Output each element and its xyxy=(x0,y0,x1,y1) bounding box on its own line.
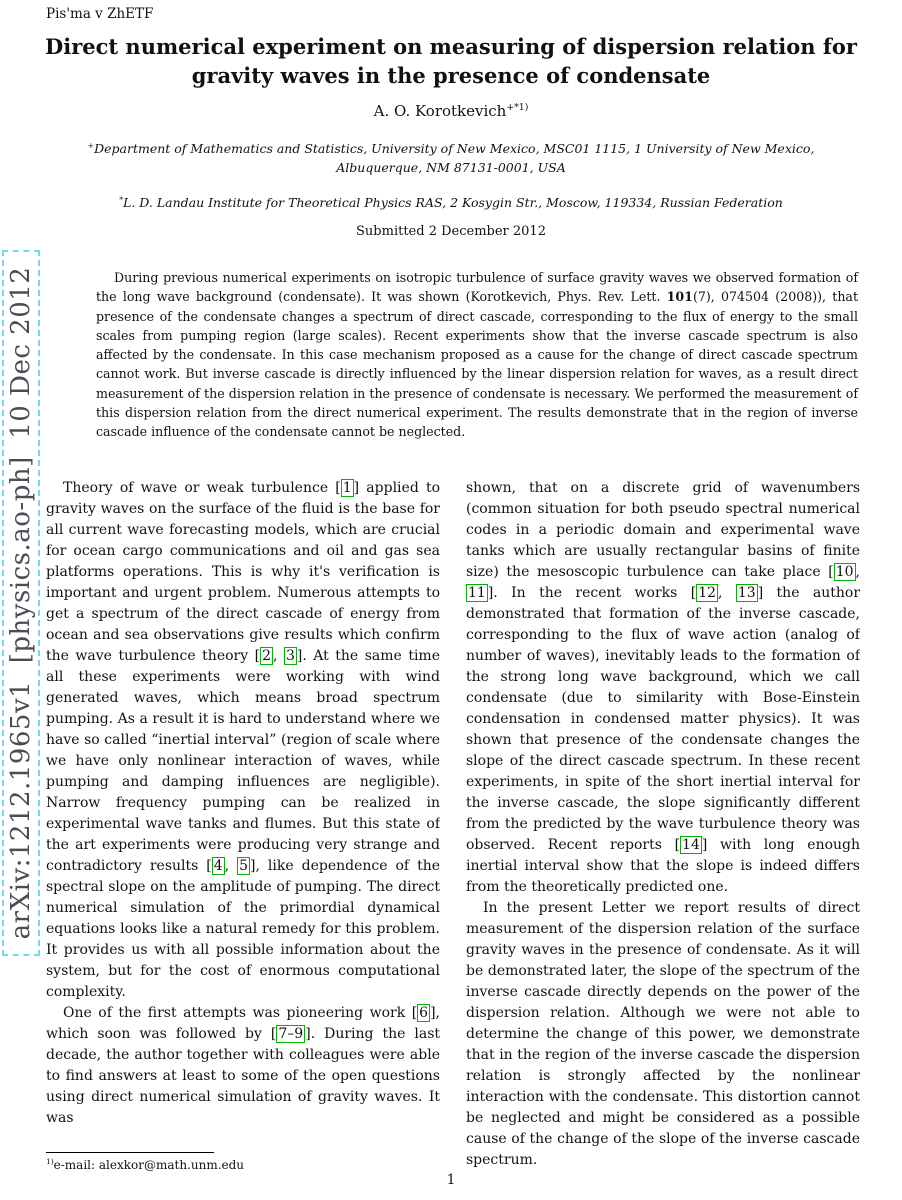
arxiv-stamp-link[interactable]: arXiv:1212.1965v1 [physics.ao-ph] 10 Dec 2012 xyxy=(2,250,40,956)
body-paragraph xyxy=(466,478,860,898)
footnote xyxy=(46,1158,244,1172)
text-run: In the present Letter we report results of direct measurement of the dispersion relation of the surface gravity waves in the presence of condensate. As it will be demonstrated later, the slope of the spectrum of the inverse cascade directly depends on the power of the dispersion relation. Although we were not able to determine the change of this power, we demonstrate that in the region of the inverse cascade the dispersion relation is strongly affected by the nonlinear interaction with the condensate. This distortion cannot be neglected and might be considered as a possible cause of the change of the slope of the inverse cascade spectrum. xyxy=(466,900,860,1168)
text-run: ], like dependence of the spectral slope on the amplitude of pumping. The direct numerical simulation of the primordial dynamical equations looks like a natural remedy for this problem. It provides us with all possible information about the system, but for the cost of enormous computational complexity. xyxy=(46,858,440,1000)
citation-link[interactable]: 7–9 xyxy=(278,1026,304,1042)
citation-link[interactable]: 4 xyxy=(213,858,223,874)
text-run: ] with long enough inertial interval show that the slope is indeed differs from the theoretically predicted one. xyxy=(466,837,860,895)
citation-link[interactable]: 13 xyxy=(737,585,756,601)
citation-link[interactable]: 3 xyxy=(285,648,295,664)
citation-link[interactable]: 6 xyxy=(419,1005,429,1021)
text-run: (7), 074504 (2008)), that presence of the condensate changes a spectrum of direct cascade, corresponding to the flux of energy to the small scales from pumping region (large scales). Recent experiments show that the inverse cascade spectrum is also affected by the condensate. In this case mechanism proposed as a cause for the change of direct cascade spectrum cannot work. But inverse cascade is directly influenced by the linear dispersion relation for waves, as a result direct measurement of the dispersion relation in the presence of condensate is necessary. We performed the measurement of this dispersion relation from the direct numerical experiment. The results demonstrate that in the region of inverse cascade influence of the condensate cannot be neglected. xyxy=(96,289,858,440)
author-name: A. O. Korotkevich xyxy=(373,102,507,120)
abstract xyxy=(96,268,858,441)
author-marks: +*1) xyxy=(506,102,529,113)
citation-link[interactable]: 11 xyxy=(468,585,486,601)
affiliation-1-mark: + xyxy=(87,140,95,150)
affiliation-1 xyxy=(46,140,856,178)
body-paragraph xyxy=(46,478,440,1003)
text-run: ] the author demonstrated that formation of the inverse cascade, corresponding to the flux of wave action (analog of number of waves), inevitably leads to the formation of the strong long wave background, which we call condensate (due to similarity with Bose-Einstein condensation in condensed matter physics). It was shown that presence of the condensate changes the slope of the direct cascade spectrum. In these recent experiments, in spite of the short inertial interval for the inverse cascade, the slope significantly different from the predicted by the wave turbulence theory was observed. Recent reports [ xyxy=(466,585,860,853)
citation-link[interactable]: 2 xyxy=(262,648,272,664)
submitted-date: Submitted 2 December 2012 xyxy=(356,224,546,239)
citation-link[interactable]: 1 xyxy=(342,480,352,496)
left-column xyxy=(46,478,440,1146)
footnote-mark: 1) xyxy=(46,1157,54,1166)
text-run: , xyxy=(224,858,238,874)
footnote-rule xyxy=(46,1152,214,1153)
citation-link[interactable]: 10 xyxy=(835,564,854,580)
footnote-text: e-mail: alexkor@math.unm.edu xyxy=(53,1158,245,1172)
text-run: ]. At the same time all these experiments were working with wind generated waves, which means broad spectrum pumping. As a result it is hard to understand where we have so called “inertial interval” (region of scale where we have only nonlinear interaction of waves, while pumping and damping influences are negligible). Narrow frequency pumping can be realized in experimental wave tanks and flumes. But this state of the art experiments were producing very strange and contradictory results [ xyxy=(46,648,440,874)
text-run: ] applied to gravity waves on the surface of the fluid is the base for all current wave forecasting models, which are crucial for ocean cargo communications and oil and gas sea platforms operations. This is why it's verification is important and urgent problem. Numerous attempts to get a spectrum of the direct cascade of energy from ocean and sea observations give results which confirm the wave turbulence theory [ xyxy=(46,480,440,664)
journal-header: Pis'ma v ZhETF xyxy=(46,6,154,22)
citation-link[interactable]: 14 xyxy=(682,837,700,853)
affiliation-2 xyxy=(46,194,856,213)
text-run: , xyxy=(273,648,284,664)
text-run: During previous numerical experiments on isotropic turbulence of surface gravity waves we observed formation of the long wave background (condensate). It was shown (Korotkevich, Phys. Rev. Lett. xyxy=(96,270,858,305)
body-paragraph xyxy=(46,1003,440,1129)
bold-text: 101 xyxy=(666,289,693,305)
author-line xyxy=(0,102,902,120)
text-run: , xyxy=(855,564,860,580)
text-run: One of the first attempts was pioneering work [ xyxy=(63,1005,418,1021)
text-run: ]. In the recent works [ xyxy=(487,585,697,601)
text-run: ]. During the last decade, the author together with colleagues were able to find answers at least to some of the open questions using direct numerical simulation of gravity waves. It was xyxy=(46,1026,440,1126)
page-title: Direct numerical experiment on measuring of dispersion relation for gravity waves in the presence of condensate xyxy=(45,34,857,89)
body-paragraph xyxy=(466,898,860,1171)
text-run: ], which soon was followed by [ xyxy=(46,1005,440,1042)
affiliation-2-text: L. D. Landau Institute for Theoretical Physics RAS, 2 Kosygin Str., Moscow, 119334, Russian Federation xyxy=(123,195,783,210)
text-run: , xyxy=(718,585,736,601)
page-number: 1 xyxy=(446,1172,456,1188)
text-run: Theory of wave or weak turbulence [ xyxy=(63,480,341,496)
affiliation-1-text: Department of Mathematics and Statistics, University of New Mexico, MSC01 1115, 1 University of New Mexico, Albuquerque, NM 87131-0001, USA xyxy=(94,141,815,175)
citation-link[interactable]: 12 xyxy=(698,585,717,601)
citation-link[interactable]: 5 xyxy=(239,858,249,874)
text-run: shown, that on a discrete grid of wavenumbers (common situation for both pseudo spectral numerical codes in a periodic domain and experimental wave tanks which are usually rectangular basins of finite size) the mesoscopic turbulence can take place [ xyxy=(466,480,860,580)
right-column xyxy=(466,478,860,1194)
affiliation-2-mark: * xyxy=(119,194,124,204)
